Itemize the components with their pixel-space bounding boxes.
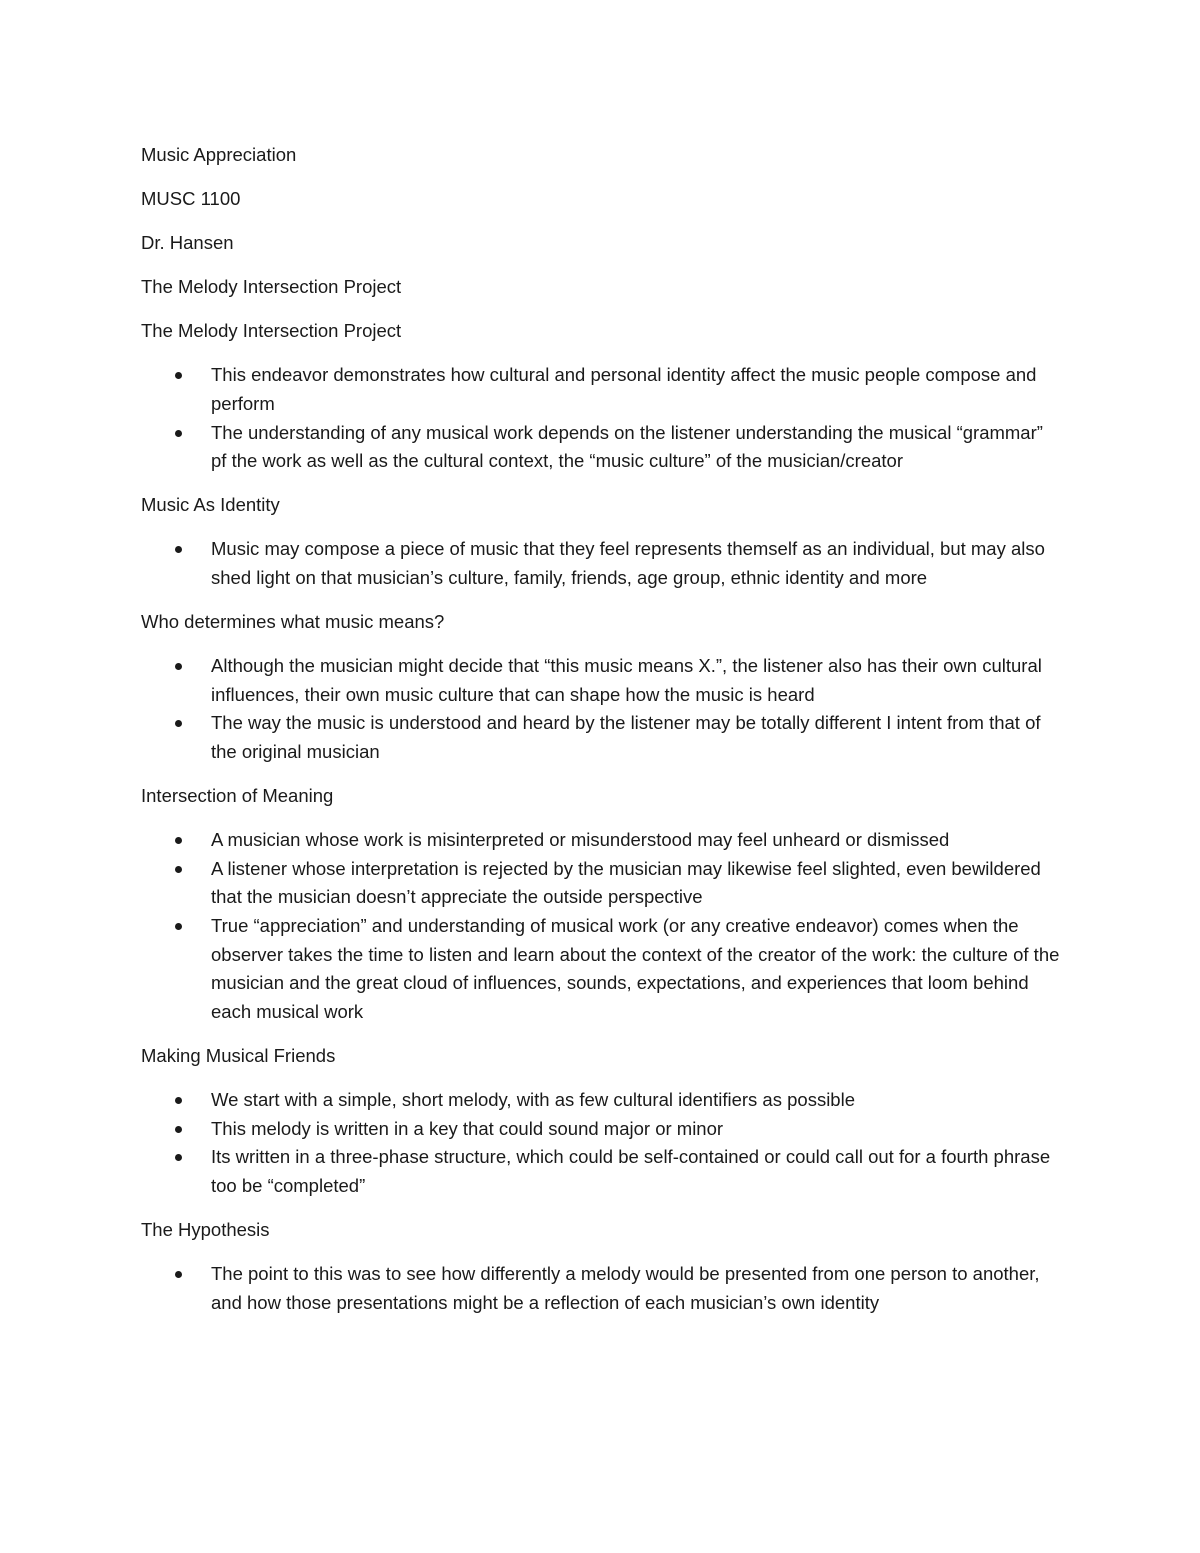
bullet-icon bbox=[175, 430, 182, 437]
bullet-icon bbox=[175, 720, 182, 727]
list-item bbox=[141, 535, 1061, 592]
list-item bbox=[141, 1115, 1061, 1144]
document-page bbox=[141, 141, 1061, 1333]
instructor-name: Dr. Hansen bbox=[141, 232, 234, 254]
bullet-icon bbox=[175, 372, 182, 379]
list-item bbox=[141, 1143, 1061, 1200]
bullet-text: Although the musician might decide that “this music means X.”, the listener also has their own cultural influences, their own music culture that can shape how the music is heard bbox=[211, 655, 1042, 705]
section-heading: Making Musical Friends bbox=[141, 1044, 336, 1066]
list-item bbox=[141, 1260, 1061, 1317]
bullet-icon bbox=[175, 923, 182, 930]
list-item bbox=[141, 826, 1061, 855]
bullet-list bbox=[141, 652, 1061, 766]
list-item bbox=[141, 361, 1061, 418]
project-title: The Melody Intersection Project bbox=[141, 276, 402, 298]
bullet-list bbox=[141, 1086, 1061, 1200]
bullet-list bbox=[141, 361, 1061, 475]
bullet-icon bbox=[175, 1154, 182, 1161]
bullet-text: True “appreciation” and understanding of musical work (or any creative endeavor) comes when the observer takes the time to listen and learn about the context of the creator of the work: the culture of the musician and the great cloud of influences, sounds, expectations, and experiences that loom behind each musical work bbox=[211, 914, 1060, 1022]
bullet-text: This endeavor demonstrates how cultural and personal identity affect the music people compose and perform bbox=[211, 364, 1037, 415]
section-heading: Who determines what music means? bbox=[141, 611, 445, 633]
section-heading: The Hypothesis bbox=[141, 1218, 270, 1240]
list-item bbox=[141, 912, 1061, 1026]
list-item bbox=[141, 709, 1061, 766]
bullet-text: The understanding of any musical work depends on the listener understanding the musical “grammar” pf the work as well as the cultural context, the “music culture” of the musician/creator bbox=[211, 421, 1043, 472]
bullet-icon bbox=[175, 546, 182, 553]
bullet-text: Music may compose a piece of music that they feel represents themself as an individual, but may also shed light on that musician’s culture, family, friends, age group, ethnic identity and more bbox=[211, 538, 1045, 589]
bullet-text: A musician whose work is misinterpreted or misunderstood may feel unheard or dismissed bbox=[211, 829, 950, 851]
list-item bbox=[141, 419, 1061, 476]
list-item bbox=[141, 652, 1061, 709]
list-item bbox=[141, 1086, 1061, 1115]
bullet-list bbox=[141, 1260, 1061, 1317]
list-item bbox=[141, 855, 1061, 912]
bullet-icon bbox=[175, 1126, 182, 1133]
bullet-icon bbox=[175, 663, 182, 670]
bullet-text: This melody is written in a key that could sound major or minor bbox=[211, 1117, 724, 1139]
bullet-text: The point to this was to see how differently a melody would be presented from one person to another, and how those presentations might be a reflection of each musician’s own identity bbox=[211, 1262, 1040, 1313]
bullet-list bbox=[141, 826, 1061, 1026]
bullet-icon bbox=[175, 837, 182, 844]
bullet-text: A listener whose interpretation is rejected by the musician may likewise feel slighted, even bewildered that the musician doesn’t appreciate the outside perspective bbox=[211, 857, 1041, 908]
bullet-text: The way the music is understood and heard by the listener may be totally different I intent from that of the original musician bbox=[211, 712, 1041, 762]
bullet-text: Its written in a three-phase structure, which could be self-contained or could call out for a fourth phrase too be “completed” bbox=[211, 1146, 1051, 1196]
section-heading: Music As Identity bbox=[141, 494, 280, 516]
bullet-icon bbox=[175, 866, 182, 873]
bullet-text: We start with a simple, short melody, with as few cultural identifiers as possible bbox=[211, 1088, 855, 1110]
bullet-list bbox=[141, 535, 1061, 592]
bullet-icon bbox=[175, 1271, 182, 1278]
course-name: Music Appreciation bbox=[141, 144, 297, 165]
course-code: MUSC 1100 bbox=[141, 188, 241, 210]
section-heading: Intersection of Meaning bbox=[141, 785, 334, 807]
bullet-icon bbox=[175, 1097, 182, 1104]
section-heading: The Melody Intersection Project bbox=[141, 320, 402, 342]
